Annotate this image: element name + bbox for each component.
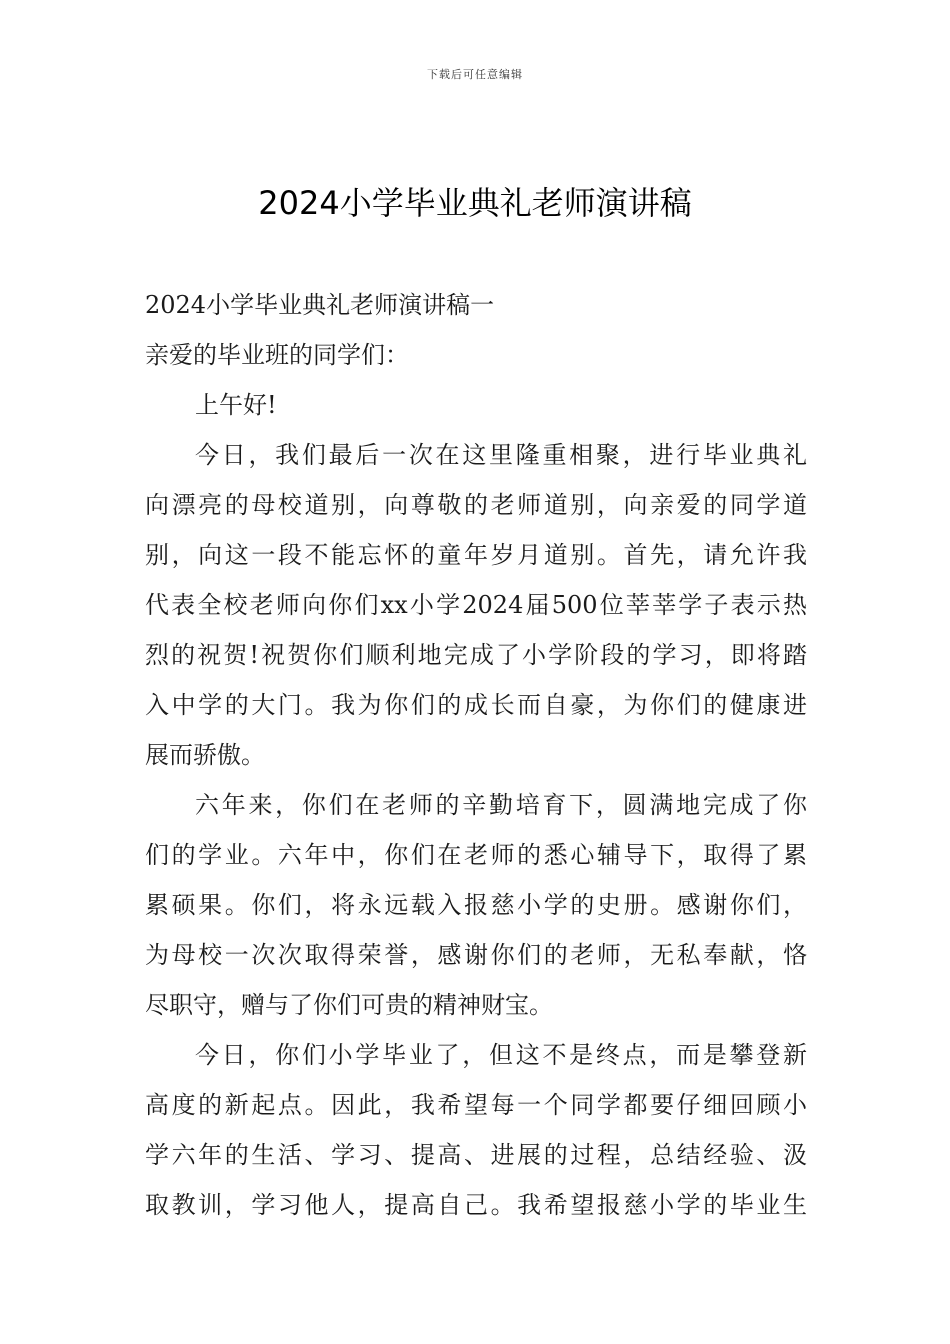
- paragraph-3-line: 今日，你们小学毕业了，但这不是终点，而是攀登新: [195, 1041, 807, 1069]
- paragraph-1-line: 代表全校老师向你们xx小学2024届500位莘莘学子表示热: [145, 591, 807, 619]
- paragraph-2-line: 们的学业。六年中，你们在老师的悉心辅导下，取得了累: [145, 841, 807, 869]
- paragraph-2-line: 尽职守，赠与了你们可贵的精神财宝。: [145, 991, 553, 1019]
- paragraph-2-line: 累硕果。你们，将永远载入报慈小学的史册。感谢你们，: [145, 891, 807, 919]
- header-note: 下载后可任意编辑: [427, 68, 523, 81]
- paragraph-1-line: 向漂亮的母校道别，向尊敬的老师道别，向亲爱的同学道: [145, 491, 807, 519]
- paragraph-3-line: 取教训，学习他人，提高自己。我希望报慈小学的毕业生: [145, 1191, 807, 1219]
- paragraph-3-line: 学六年的生活、学习、提高、进展的过程，总结经验、汲: [145, 1141, 807, 1169]
- document-body: [145, 280, 807, 1230]
- paragraph-2-line: 六年来，你们在老师的辛勤培育下，圆满地完成了你: [195, 791, 807, 819]
- greeting: 上午好!: [195, 391, 277, 419]
- paragraph-1-line: 入中学的大门。我为你们的成长而自豪，为你们的健康进: [145, 691, 807, 719]
- paragraph-1-line: 今日，我们最后一次在这里隆重相聚，进行毕业典礼: [195, 441, 807, 469]
- salutation: 亲爱的毕业班的同学们：: [145, 341, 409, 369]
- document-title: 2024小学毕业典礼老师演讲稿: [258, 184, 692, 222]
- paragraph-2-line: 为母校一次次取得荣誉，感谢你们的老师，无私奉献，恪: [145, 941, 807, 969]
- paragraph-1-line: 烈的祝贺!祝贺你们顺利地完成了小学阶段的学习，即将踏: [145, 641, 807, 669]
- section-heading: 2024小学毕业典礼老师演讲稿一: [145, 291, 495, 319]
- paragraph-1-line: 展而骄傲。: [145, 741, 265, 769]
- paragraph-3-line: 高度的新起点。因此，我希望每一个同学都要仔细回顾小: [145, 1091, 807, 1119]
- paragraph-1-line: 别，向这一段不能忘怀的童年岁月道别。首先，请允许我: [145, 541, 807, 569]
